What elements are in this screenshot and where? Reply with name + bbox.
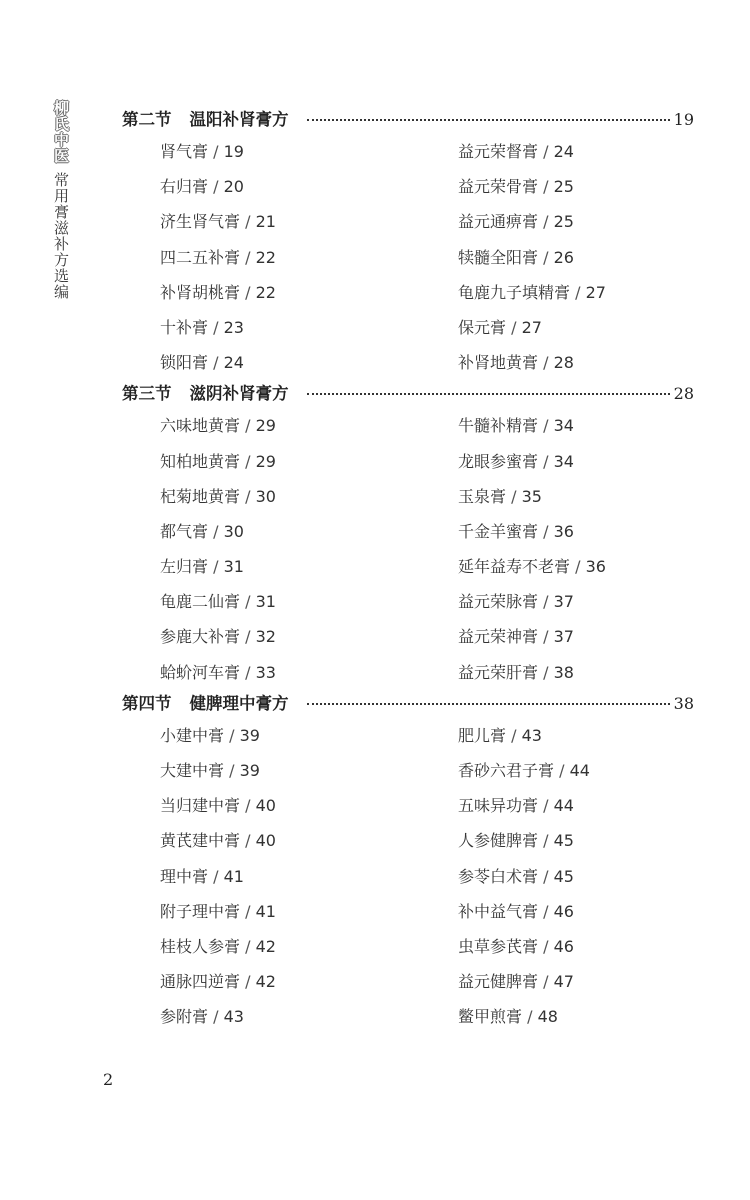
entry-name: 参鹿大补膏 <box>160 627 241 647</box>
toc-entry[interactable] <box>458 823 732 858</box>
entry-name: 六味地黄膏 <box>160 416 241 436</box>
entry-name: 左归膏 <box>160 557 209 577</box>
entry-name: 益元荣肝膏 <box>458 662 539 682</box>
entry-name: 都气膏 <box>160 521 209 541</box>
section-number: 第三节 <box>122 384 172 404</box>
entry-separator: / <box>538 901 554 921</box>
toc-entry[interactable] <box>458 788 732 823</box>
entry-separator: / <box>506 725 522 745</box>
toc-entry[interactable] <box>458 929 732 964</box>
entry-separator: / <box>224 725 240 745</box>
entry-name: 理中膏 <box>160 866 209 886</box>
toc-entry[interactable] <box>160 169 458 204</box>
entry-name: 犊髓全阳膏 <box>458 247 539 267</box>
entry-separator: / <box>208 353 224 373</box>
section-number: 第二节 <box>122 110 172 129</box>
entry-separator: / <box>538 247 554 267</box>
toc-entry[interactable] <box>160 859 458 894</box>
entry-page-number: 44 <box>553 796 574 816</box>
toc-entry[interactable] <box>458 408 732 443</box>
entry-name: 知柏地黄膏 <box>160 451 241 471</box>
toc-entry[interactable] <box>458 240 732 275</box>
toc-section <box>122 106 694 380</box>
entry-separator: / <box>208 521 224 541</box>
toc-entry[interactable] <box>160 549 458 584</box>
entry-separator: / <box>208 1007 224 1027</box>
toc-entry[interactable] <box>458 549 732 584</box>
entry-page-number: 35 <box>521 486 542 506</box>
entry-name: 当归建中膏 <box>160 796 241 816</box>
entry-separator: / <box>208 317 224 337</box>
entry-page-number: 31 <box>223 557 244 577</box>
dot-leader <box>307 392 670 395</box>
toc-entry[interactable] <box>160 408 458 443</box>
toc-entry[interactable] <box>160 718 458 753</box>
entry-page-number: 25 <box>553 212 574 232</box>
entry-name: 龟鹿九子填精膏 <box>458 282 571 302</box>
entry-separator: / <box>538 142 554 161</box>
entry-page-number: 34 <box>553 416 574 436</box>
entry-name: 五味异功膏 <box>458 796 539 816</box>
section-page-number: 38 <box>673 693 694 713</box>
entry-page-number: 41 <box>255 901 276 921</box>
table-of-contents <box>122 106 694 1035</box>
toc-entry[interactable] <box>160 514 458 549</box>
toc-entry[interactable] <box>160 894 458 929</box>
toc-entry[interactable] <box>458 718 732 753</box>
entry-separator: / <box>538 972 554 992</box>
section-heading[interactable] <box>122 106 694 134</box>
entry-page-number: 37 <box>553 627 574 647</box>
entry-page-number: 48 <box>537 1007 558 1027</box>
entry-page-number: 42 <box>255 972 276 992</box>
toc-entry[interactable] <box>458 134 732 169</box>
toc-entry[interactable] <box>458 859 732 894</box>
entry-separator: / <box>538 866 554 886</box>
entry-separator: / <box>208 177 224 197</box>
toc-section <box>122 380 694 690</box>
entry-page-number: 44 <box>569 761 590 780</box>
entry-page-number: 45 <box>553 831 574 851</box>
entry-separator: / <box>506 317 522 337</box>
dot-leader <box>307 118 670 121</box>
entry-name: 右归膏 <box>160 177 209 197</box>
side-book-title: 常用膏滋补方选编 <box>52 172 70 300</box>
entry-separator: / <box>240 247 256 267</box>
entry-separator: / <box>240 627 256 647</box>
entry-page-number: 21 <box>255 212 276 232</box>
section-heading[interactable] <box>122 690 694 718</box>
entry-name: 益元荣督膏 <box>458 142 539 161</box>
entry-page-number: 20 <box>223 177 244 197</box>
entry-name: 桂枝人参膏 <box>160 936 241 956</box>
entry-separator: / <box>538 212 554 232</box>
toc-entry[interactable] <box>458 894 732 929</box>
entry-separator: / <box>240 796 256 816</box>
entry-separator: / <box>208 866 224 886</box>
entry-name: 虫草参芪膏 <box>458 936 539 956</box>
entry-name: 益元荣神膏 <box>458 627 539 647</box>
entry-separator: / <box>208 557 224 577</box>
toc-entry[interactable] <box>458 345 732 380</box>
toc-entry[interactable] <box>458 169 732 204</box>
toc-entry[interactable] <box>458 479 732 514</box>
side-brand-text: 柳氏中医 <box>52 100 70 164</box>
entry-separator: / <box>538 353 554 373</box>
entry-separator: / <box>240 972 256 992</box>
section-title: 温阳补肾膏方 <box>189 110 289 129</box>
toc-entry[interactable] <box>458 964 732 999</box>
entry-name: 益元健脾膏 <box>458 972 539 992</box>
entry-name: 济生肾气膏 <box>160 212 241 232</box>
entry-name: 鳖甲煎膏 <box>458 1007 523 1027</box>
entry-name: 通脉四逆膏 <box>160 972 241 992</box>
toc-entry[interactable] <box>160 823 458 858</box>
toc-entry[interactable] <box>160 134 458 169</box>
entry-name: 小建中膏 <box>160 725 225 745</box>
toc-entry[interactable] <box>160 929 458 964</box>
entry-page-number: 46 <box>553 901 574 921</box>
entry-separator: / <box>240 451 256 471</box>
section-page-number: 19 <box>673 110 694 129</box>
entry-page-number: 42 <box>255 936 276 956</box>
entry-page-number: 43 <box>223 1007 244 1027</box>
toc-entry[interactable] <box>160 240 458 275</box>
entry-page-number: 29 <box>255 416 276 436</box>
toc-entry[interactable] <box>160 753 458 788</box>
entry-name: 牛髓补精膏 <box>458 416 539 436</box>
toc-entry[interactable] <box>458 204 732 239</box>
entry-name: 玉泉膏 <box>458 486 507 506</box>
entry-separator: / <box>538 662 554 682</box>
toc-entry[interactable] <box>160 345 458 380</box>
section-heading[interactable] <box>122 380 694 408</box>
entry-page-number: 19 <box>223 142 244 161</box>
toc-entry[interactable] <box>160 310 458 345</box>
toc-entry[interactable] <box>458 444 732 479</box>
entry-name: 锁阳膏 <box>160 353 209 373</box>
entry-name: 黄芪建中膏 <box>160 831 241 851</box>
side-running-title <box>44 100 72 300</box>
entry-page-number: 36 <box>553 521 574 541</box>
entry-separator: / <box>538 831 554 851</box>
section-title: 滋阴补肾膏方 <box>189 384 289 404</box>
toc-entry[interactable] <box>458 619 732 654</box>
toc-entry[interactable] <box>458 310 732 345</box>
entry-separator: / <box>538 936 554 956</box>
entry-name: 参附膏 <box>160 1007 209 1027</box>
entry-separator: / <box>506 486 522 506</box>
entry-page-number: 32 <box>255 627 276 647</box>
entry-name: 杞菊地黄膏 <box>160 486 241 506</box>
entry-name: 补肾胡桃膏 <box>160 282 241 302</box>
entry-page-number: 31 <box>255 592 276 612</box>
entry-separator: / <box>538 796 554 816</box>
entry-separator: / <box>208 142 224 161</box>
toc-entry[interactable] <box>458 275 732 310</box>
entry-list <box>122 718 694 1035</box>
entry-name: 蛤蚧河车膏 <box>160 662 241 682</box>
entry-page-number: 43 <box>521 725 542 745</box>
entry-separator: / <box>240 662 256 682</box>
entry-separator: / <box>554 761 570 780</box>
entry-separator: / <box>538 627 554 647</box>
entry-page-number: 23 <box>223 317 244 337</box>
toc-entry[interactable] <box>458 514 732 549</box>
entry-separator: / <box>240 831 256 851</box>
entry-separator: / <box>240 486 256 506</box>
toc-entry[interactable] <box>160 204 458 239</box>
entry-page-number: 33 <box>255 662 276 682</box>
entry-page-number: 27 <box>585 282 606 302</box>
entry-page-number: 46 <box>553 936 574 956</box>
section-number: 第四节 <box>122 693 172 713</box>
entry-page-number: 26 <box>553 247 574 267</box>
entry-page-number: 30 <box>255 486 276 506</box>
entry-separator: / <box>538 416 554 436</box>
entry-page-number: 28 <box>553 353 574 373</box>
toc-section <box>122 690 694 1035</box>
entry-name: 益元通痹膏 <box>458 212 539 232</box>
toc-entry[interactable] <box>458 655 732 690</box>
entry-page-number: 22 <box>255 282 276 302</box>
entry-name: 四二五补膏 <box>160 247 241 267</box>
entry-page-number: 34 <box>553 451 574 471</box>
entry-name: 参苓白术膏 <box>458 866 539 886</box>
entry-name: 千金羊蜜膏 <box>458 521 539 541</box>
entry-page-number: 40 <box>255 831 276 851</box>
toc-entry[interactable] <box>160 788 458 823</box>
entry-separator: / <box>240 592 256 612</box>
entry-separator: / <box>570 282 586 302</box>
toc-entry[interactable] <box>458 999 732 1034</box>
entry-separator: / <box>240 936 256 956</box>
entry-page-number: 40 <box>255 796 276 816</box>
entry-name: 补肾地黄膏 <box>458 353 539 373</box>
entry-separator: / <box>538 177 554 197</box>
entry-separator: / <box>240 212 256 232</box>
entry-separator: / <box>240 901 256 921</box>
entry-list <box>122 134 694 380</box>
entry-name: 延年益寿不老膏 <box>458 557 571 577</box>
entry-separator: / <box>538 521 554 541</box>
toc-entry[interactable] <box>160 999 458 1034</box>
page-number: 2 <box>103 1070 114 1089</box>
entry-separator: / <box>538 451 554 471</box>
toc-entry[interactable] <box>160 964 458 999</box>
entry-page-number: 22 <box>255 247 276 267</box>
entry-name: 龟鹿二仙膏 <box>160 592 241 612</box>
entry-name: 附子理中膏 <box>160 901 241 921</box>
entry-separator: / <box>240 282 256 302</box>
toc-entry[interactable] <box>160 584 458 619</box>
entry-list <box>122 408 694 690</box>
section-page-number: 28 <box>673 384 694 404</box>
entry-page-number: 45 <box>553 866 574 886</box>
entry-name: 大建中膏 <box>160 761 225 780</box>
toc-entry[interactable] <box>160 619 458 654</box>
entry-page-number: 24 <box>223 353 244 373</box>
entry-page-number: 47 <box>553 972 574 992</box>
toc-entry[interactable] <box>160 479 458 514</box>
entry-name: 益元荣骨膏 <box>458 177 539 197</box>
entry-separator: / <box>224 761 240 780</box>
entry-page-number: 24 <box>553 142 574 161</box>
toc-entry[interactable] <box>160 275 458 310</box>
toc-entry[interactable] <box>160 444 458 479</box>
entry-separator: / <box>538 592 554 612</box>
entry-separator: / <box>522 1007 538 1027</box>
entry-name: 补中益气膏 <box>458 901 539 921</box>
section-title: 健脾理中膏方 <box>189 693 289 713</box>
entry-page-number: 41 <box>223 866 244 886</box>
entry-page-number: 25 <box>553 177 574 197</box>
toc-entry[interactable] <box>458 584 732 619</box>
entry-page-number: 30 <box>223 521 244 541</box>
entry-page-number: 36 <box>585 557 606 577</box>
toc-entry[interactable] <box>160 655 458 690</box>
entry-name: 人参健脾膏 <box>458 831 539 851</box>
entry-name: 十补膏 <box>160 317 209 337</box>
entry-name: 肾气膏 <box>160 142 209 161</box>
entry-name: 龙眼参蜜膏 <box>458 451 539 471</box>
entry-page-number: 39 <box>239 761 260 780</box>
toc-entry[interactable] <box>458 753 732 788</box>
entry-name: 益元荣脉膏 <box>458 592 539 612</box>
entry-page-number: 39 <box>239 725 260 745</box>
entry-page-number: 27 <box>521 317 542 337</box>
entry-name: 肥儿膏 <box>458 725 507 745</box>
entry-page-number: 37 <box>553 592 574 612</box>
entry-name: 香砂六君子膏 <box>458 761 555 780</box>
entry-name: 保元膏 <box>458 317 507 337</box>
entry-separator: / <box>570 557 586 577</box>
entry-separator: / <box>240 416 256 436</box>
entry-page-number: 29 <box>255 451 276 471</box>
entry-page-number: 38 <box>553 662 574 682</box>
dot-leader <box>307 702 670 705</box>
